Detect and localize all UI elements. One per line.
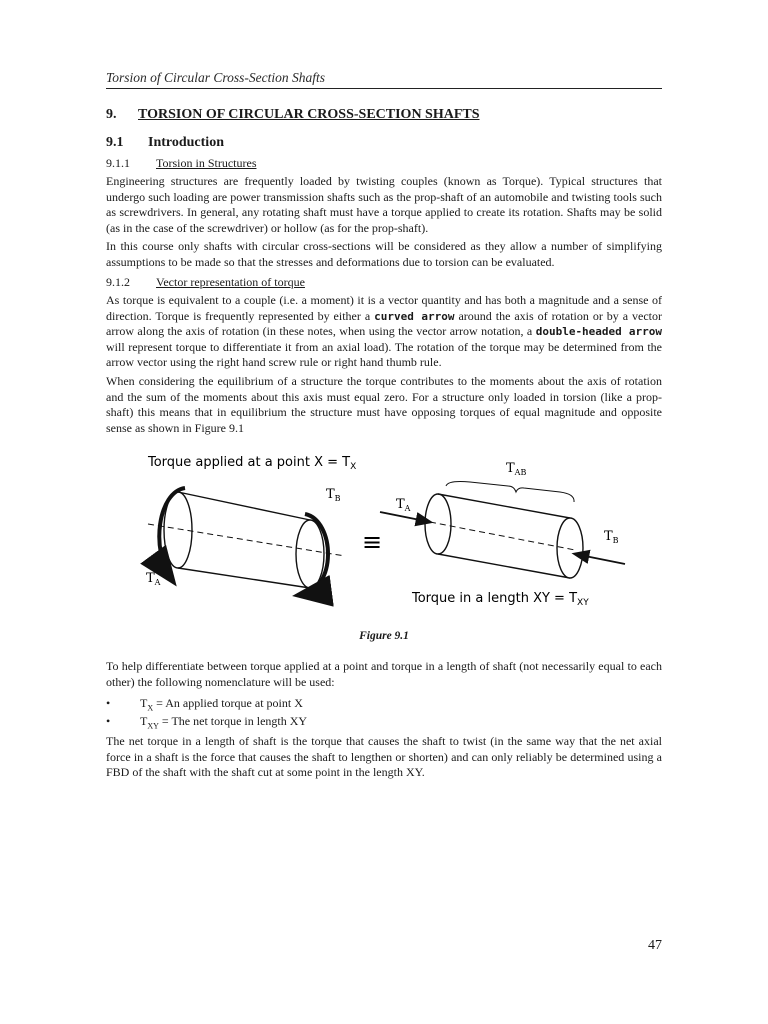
- paragraph-5: To help differentiate between torque applied at a point and torque in a length of shaft (not necessarily equal to each other) the following nomenclature will be used:: [106, 659, 662, 689]
- bullet-item: [106, 714, 307, 730]
- label-length-torque: Torque in a length XY = $T_{XY}$: [412, 591, 589, 608]
- p3-part-c: around the axis of rotation or by a vector arrow along the axis of rotation (in these notes, when using the vector arrow notation, a: [106, 308, 662, 339]
- bullet-subscript: XY: [147, 721, 159, 731]
- paragraph-1: Engineering structures are frequently loaded by twisting couples (known as Torque). Typical structures that undergo such loading are power transmission shafts such as the prop-shaft of an automobile and twisting tools such as screwdrivers. In general, any rotating shaft must have a torque applied to create its rotation. Shafts may be solid (as in the case of the screwdriver) or hollow (as for the prop-shaft).: [106, 174, 662, 235]
- section-title-text: Introduction: [148, 135, 224, 150]
- paragraph-2: In this course only shafts with circular cross-sections will be considered as they allow a number of simplifying assumptions to be made so that the stresses and deformations due to torsion can be evaluated.: [106, 239, 662, 269]
- chapter-title-text: TORSION OF CIRCULAR CROSS-SECTION SHAFTS: [138, 107, 480, 122]
- subsection-title: Vector representation of torque: [156, 275, 305, 289]
- chapter-number: 9.: [106, 107, 117, 122]
- label-left-ta: $T_A$: [146, 571, 161, 587]
- p3-part-a: As torque is equivalent to a couple (i.e. a moment) it is a vector quantity and has both a magnitude and a sense of direction. Torque is frequently represented by either a: [106, 293, 662, 323]
- bullet-dot: •: [106, 714, 111, 728]
- chapter-title: [106, 107, 480, 123]
- label-right-ta: $T_A$: [396, 497, 411, 513]
- subsection-heading: [106, 156, 256, 171]
- paragraph-6: The net torque in a length of shaft is the torque that causes the shaft to twist (in the same way that the net axial force in a shaft is the force that causes the shaft to lengthen or shorten) and can only reliably be determined using a FBD of the shaft with the shaft cut at some point in the length XY.: [106, 734, 662, 780]
- bullet-text: = The net torque in length XY: [158, 714, 308, 728]
- paragraph-3: [106, 293, 662, 371]
- right-axis: [430, 522, 575, 550]
- p3-part-e: will represent torque to differentiate it from an axial load). The rotation of the torque may be determined from the arrow vector using the right hand screw rule or right hand thumb rule.: [106, 339, 662, 370]
- equivalence-symbol: ≡: [362, 528, 383, 556]
- bullet-text: = An applied torque at point X: [153, 696, 303, 710]
- subsection-number: 9.1.2: [106, 275, 130, 289]
- figure-caption: Figure 9.1: [359, 630, 409, 642]
- p3-double-headed-arrow: double-headed arrow: [535, 325, 662, 339]
- bullet-dot: •: [106, 696, 111, 710]
- label-right-tb: $T_B$: [604, 529, 619, 545]
- p3-curved-arrow: curved arrow: [374, 309, 455, 323]
- label-right-tab: $T_{AB}$: [506, 461, 527, 477]
- paragraph-4: When considering the equilibrium of a structure the torque contributes to the moments about the axis of rotation and the sum of the moments about this axis must equal zero. For a structure only loaded in torsion (like a prop-shaft) this means that in equilibrium the structure must have opposing torques of equal magnitude and opposite sense as shown in Figure 9.1: [106, 374, 662, 435]
- bullet-item: [106, 696, 303, 712]
- figure-9-1: [0, 440, 768, 620]
- label-left-tb: $T_B$: [326, 487, 341, 503]
- right-ta-vector: [380, 512, 430, 522]
- subsection-number: 9.1.1: [106, 156, 130, 170]
- bullet-symbol: T: [140, 714, 148, 728]
- subsection-title: Torsion in Structures: [156, 156, 257, 170]
- subsection-heading: [106, 275, 305, 290]
- section-number: 9.1: [106, 135, 124, 150]
- label-point-torque: Torque applied at a point $X = T_X$: [148, 455, 357, 472]
- section-title: [106, 135, 224, 151]
- running-header: Torsion of Circular Cross-Section Shafts: [106, 70, 662, 89]
- bullet-symbol: T: [140, 696, 148, 710]
- bullet-subscript: X: [147, 703, 154, 713]
- left-shaft: [164, 492, 324, 588]
- page-number: 47: [648, 938, 662, 953]
